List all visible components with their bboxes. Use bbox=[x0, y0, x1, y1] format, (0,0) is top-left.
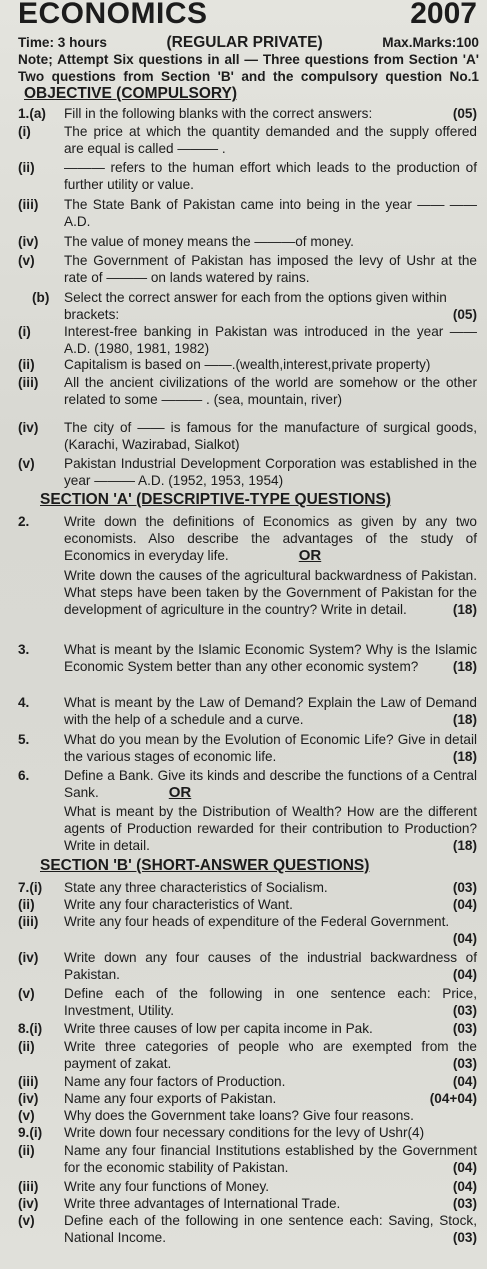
question-9-iv: (iv) (03) Write three advantages of International Trade. bbox=[18, 1196, 477, 1211]
question-1a-i: (i) The price at which the quantity demanded and the supply offered are equal is called ——— . bbox=[18, 124, 477, 156]
question-4: 4. What is meant by the Law of Demand? Explain the Law of Demand with the help of a schedule and a curve. (18) bbox=[18, 695, 477, 727]
paper-header bbox=[18, 0, 477, 30]
question-1b-ii: (ii) Capitalism is based on ——.(wealth,interest,private property) bbox=[18, 357, 431, 372]
question-8-i: 8.(i) (03) Write three causes of low per capita income in Pak. bbox=[18, 1021, 477, 1036]
question-3: 3. What is meant by the Islamic Economic System? Why is the Islamic Economic System better than any other economic system? (18) bbox=[18, 642, 477, 674]
question-1a-iv: (iv) The value of money means the ———of money. bbox=[18, 234, 354, 249]
question-9-i: 9.(i) Write down four necessary conditions for the levy of Ushr(4) bbox=[18, 1125, 425, 1140]
section-b-heading: SECTION 'B' (SHORT-ANSWER QUESTIONS) bbox=[40, 857, 370, 874]
question-9-ii: (ii) Name any four financial Institutions established by the Government for the economic stability of Pakistan. (04) bbox=[18, 1143, 477, 1175]
question-1a: 1.(a) (05) Fill in the following blanks with the correct answers: bbox=[18, 106, 477, 121]
question-2-alt: Write down the causes of the agricultural backwardness of Pakistan. What steps have been taken by the Government of Pakistan for the development of agriculture in the country? Write in detail. (18) bbox=[64, 568, 477, 617]
question-7-ii: (ii) (04) Write any four characteristics of Want. bbox=[18, 897, 477, 912]
question-5: 5. What do you mean by the Evolution of Economic Life? Give in detail the various stages of economic life. (18) bbox=[18, 732, 477, 764]
exam-type: (REGULAR PRIVATE) bbox=[166, 34, 323, 51]
question-1b-v: (v) Pakistan Industrial Development Corporation was established in the year ——— A.D. (1952, 1953, 1954) bbox=[18, 456, 477, 488]
question-8-ii: (ii) Write three categories of people who are exempted from the payment of zakat. (03) bbox=[18, 1039, 477, 1071]
paper-info bbox=[18, 34, 479, 102]
question-8-iii: (iii) (04) Name any four factors of Production. bbox=[18, 1074, 477, 1089]
question-7-iii: (iii) Write any four heads of expenditure of the Federal Government. (04) bbox=[18, 914, 477, 946]
question-6: 6. Define a Bank. Give its kinds and describe the functions of a Central Sank. OR bbox=[18, 768, 477, 801]
question-1a-v: (v) The Government of Pakistan has imposed the levy of Ushr at the rate of ——— on lands watered by rains. bbox=[18, 253, 477, 285]
subject-title: ECONOMICS bbox=[18, 0, 208, 30]
max-marks: Max.Marks:100 bbox=[382, 35, 479, 50]
question-8-v: (v) Why does the Government take loans? Give four reasons. bbox=[18, 1108, 414, 1123]
or-divider: OR bbox=[298, 547, 322, 564]
time-allowed: Time: 3 hours bbox=[18, 35, 107, 50]
section-a-heading: SECTION 'A' (DESCRIPTIVE-TYPE QUESTIONS) bbox=[40, 491, 391, 508]
or-divider: OR bbox=[168, 784, 192, 801]
question-9-v: (v) Define each of the following in one sentence each: Saving, Stock, National Income. (03) bbox=[18, 1213, 477, 1245]
question-1a-iii: (iii) The State Bank of Pakistan came into being in the year —— ——A.D. bbox=[18, 197, 477, 229]
instructions-note: Note; Attempt Six questions in all — Three questions from Section 'A' Two questions from Section 'B' and the compulsory question No.1 bbox=[18, 52, 479, 84]
question-1a-ii: (ii) ——— refers to the human effort which leads to the production of further utility or value. bbox=[18, 160, 477, 192]
question-8-iv: (iv) (04+04) Name any four exports of Pakistan. bbox=[18, 1091, 477, 1106]
question-7-v: (v) Define each of the following in one sentence each: Price, Investment, Utility. (03) bbox=[18, 986, 477, 1018]
question-7-iv: (iv) Write down any four causes of the industrial backwardness of Pakistan. (04) bbox=[18, 950, 477, 982]
question-2: 2. Write down the definitions of Economics as given by any two economists. Also describe the advantages of the study of Economics in everyday life. OR bbox=[18, 514, 477, 564]
question-7-i: 7.(i) (03) State any three characteristics of Socialism. bbox=[18, 880, 477, 895]
question-1b-iv: (iv) The city of —— is famous for the manufacture of surgical goods, (Karachi, Wazirabad, Sialkot) bbox=[18, 420, 477, 452]
question-6-alt: What is meant by the Distribution of Wealth? How are the different agents of Production rewarded for their contribution to Production? Write in detail. (18) bbox=[64, 804, 477, 853]
question-1b-iii: (iii) All the ancient civilizations of the world are somehow or the other related to some ——— . (sea, mountain, river) bbox=[18, 375, 477, 407]
question-1b: (b) (05) Select the correct answer for each from the options given within brackets: bbox=[32, 290, 477, 322]
question-9-iii: (iii) (04) Write any four functions of Money. bbox=[18, 1179, 477, 1194]
exam-year: 2007 bbox=[410, 0, 477, 30]
objective-heading: OBJECTIVE (COMPULSORY) bbox=[24, 85, 237, 102]
question-1b-i: (i) Interest-free banking in Pakistan was introduced in the year ——A.D. (1980, 1981, 1982) bbox=[18, 324, 477, 356]
